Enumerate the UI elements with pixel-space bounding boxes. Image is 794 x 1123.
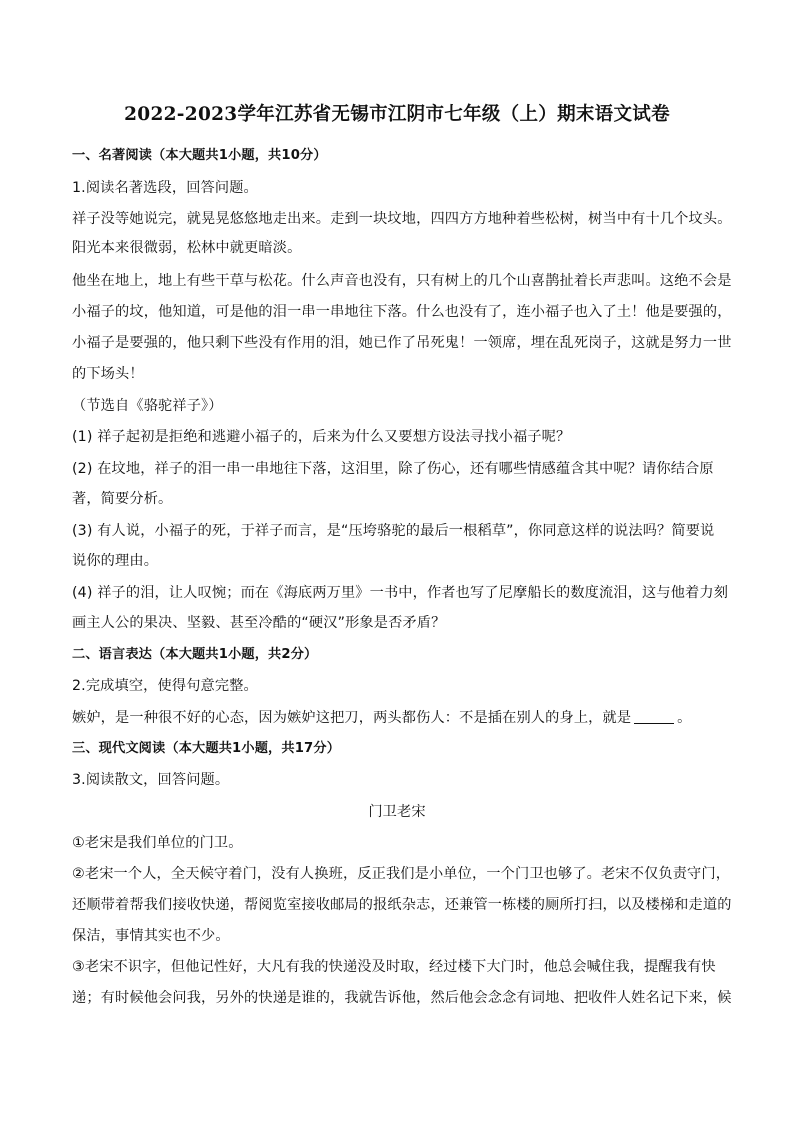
sub-question-4: (4) 祥子的泪，让人叹惋；而在《海底两万里》一书中，作者也写了尼摩船长的数度流泪，这与他着力刻	[72, 585, 729, 601]
essay-line: ①老宋是我们单位的门卫。	[72, 835, 243, 851]
essay-line: ②老宋一个人，全天候守着门，没有人换班，反正我们是小单位，一个门卫也够了。老宋不仅负责守门，	[72, 866, 731, 882]
sub-question-1: (1) 祥子起初是拒绝和逃避小福子的，后来为什么又要想方设法寻找小福子呢？	[72, 429, 571, 445]
sub-question-4-cont: 画主人公的果决、坚毅、甚至冷酷的“硬汉”形象是否矛盾？	[72, 615, 446, 631]
passage-line: 小福子是要强的，他只剩下些没有作用的泪，她已作了吊死鬼！一领席，埋在乱死岗子，这就是努力一世	[72, 335, 732, 351]
answer-blank[interactable]	[634, 709, 674, 724]
sub-question-2: (2) 在坟地，祥子的泪一串一串地往下落，这泪里，除了伤心，还有哪些情感蕴含其中呢？请你结合原	[72, 461, 714, 477]
fill-sentence-end: 。	[677, 710, 692, 726]
section-heading-3: 三、现代文阅读（本大题共1小题，共17分）	[72, 741, 341, 756]
essay-line: 递；有时候他会问我，另外的快递是谁的，我就告诉他，然后他会念念有词地、把收件人姓名记下来，候	[72, 990, 732, 1006]
question-3-intro: 3.阅读散文，回答问题。	[72, 772, 230, 788]
question-2-text	[72, 708, 722, 728]
passage-line: 小福子的坟，他知道，可是他的泪一串一串地往下落。什么也没有了，连小福子也入了土！他是要强的，	[72, 304, 732, 320]
sub-question-2-cont: 著，简要分析。	[72, 491, 173, 507]
essay-line: 还顺带着帮我们接收快递，帮阅览室接收邮局的报纸杂志，还兼管一栋楼的厕所打扫，以及楼梯和走道的	[72, 897, 732, 913]
essay-title: 门卫老宋	[368, 804, 426, 820]
fill-sentence: 嫉妒，是一种很不好的心态，因为嫉妒这把刀，两头都伤人：不是插在别人的身上，就是	[72, 710, 632, 726]
question-1-intro: 1.阅读名著选段，回答问题。	[72, 180, 258, 196]
sub-question-3: (3) 有人说，小福子的死，于祥子而言，是“压垮骆驼的最后一根稻草”，你同意这样的说法吗？简要说	[72, 523, 715, 539]
passage-source: （节选自《骆驼祥子》）	[72, 398, 223, 414]
sub-question-3-cont: 说你的理由。	[72, 553, 159, 569]
page-title: 2022-2023学年江苏省无锡市江阴市七年级（上）期末语文试卷	[124, 104, 670, 125]
essay-line: 保洁，事情其实也不少。	[72, 928, 230, 944]
passage-line: 的下场头！	[72, 366, 144, 382]
question-2-intro: 2.完成填空，使得句意完整。	[72, 678, 258, 694]
passage-line: 阳光本来很微弱，松林中就更暗淡。	[72, 240, 302, 256]
essay-line: ③老宋不识字，但他记性好，大凡有我的快递没及时取，经过楼下大门时，他总会喊住我，提醒我有快	[72, 959, 716, 975]
passage-line: 祥子没等她说完，就晃晃悠悠地走出来。走到一块坟地，四四方方地种着些松树，树当中有十几个坟头。	[72, 211, 732, 227]
passage-line: 他坐在地上，地上有些干草与松花。什么声音也没有，只有树上的几个山喜鹊扯着长声悲叫。这绝不会是	[72, 273, 732, 289]
section-heading-2: 二、语言表达（本大题共1小题，共2分）	[72, 647, 318, 662]
section-heading-1: 一、名著阅读（本大题共1小题，共10分）	[72, 148, 327, 163]
